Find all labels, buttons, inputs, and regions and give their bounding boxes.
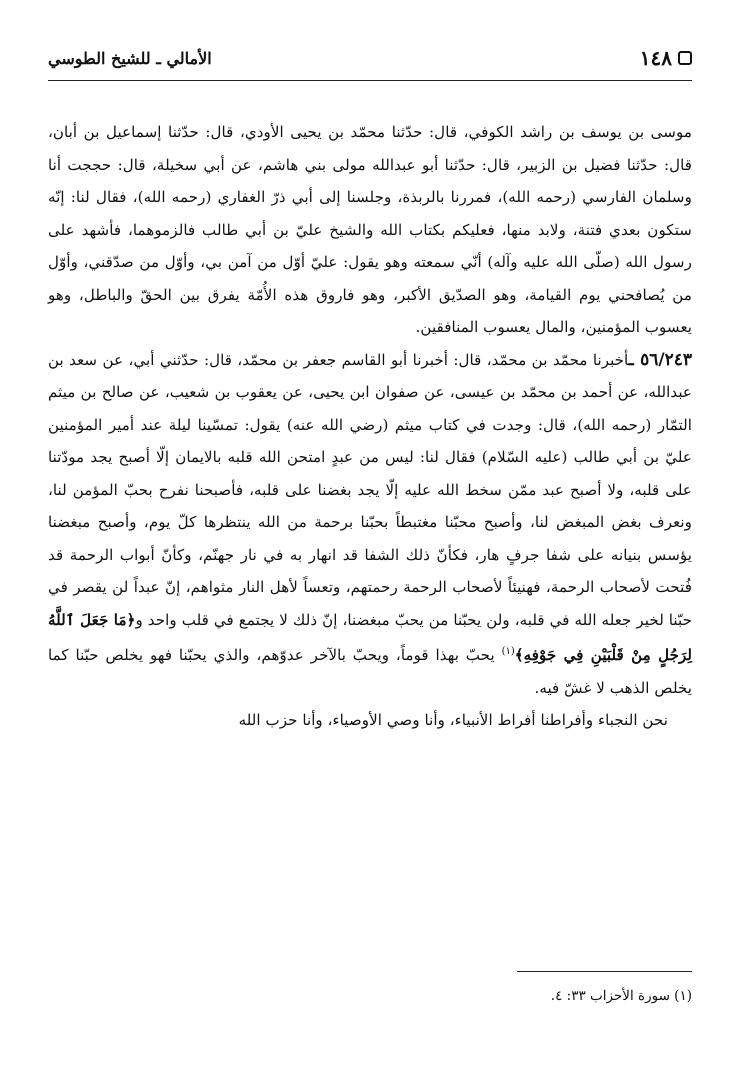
footnote-divider — [517, 971, 692, 972]
book-title: الأمالي ـ للشيخ الطوسي — [48, 48, 212, 68]
hadith-number: ٥٦/٢٤٣ ـ — [628, 349, 692, 370]
footnote: (١) سورة الأحزاب ٣٣: ٤. — [550, 988, 692, 1004]
paragraph-3: نحن النجباء وأفراطنا أفراط الأنبياء، وأنا وصي الأوصياء، وأنا حزب الله — [238, 711, 668, 730]
page-body — [48, 116, 692, 737]
page-number — [640, 46, 692, 70]
square-icon — [678, 51, 692, 65]
hadith-text-part2: يحبّ بهذا قوماً، ويحبّ بالآخر عدوّهم، والذي يحبّنا فهو يخلص حبّنا كما يخلص الذهب لا غشّ فيه. — [48, 646, 692, 697]
hadith-text-part1: أخبرنا محمّد بن محمّد، قال: أخبرنا أبو القاسم جعفر بن محمّد، قال: حدّثني أبي، عن سعد بن عبدالله، عن أحمد بن محمّد بن عيسى، عن صفوان ابن يحيى، عن يعقوب بن شعيب، عن صالح بن ميثم التمّار (رحمه الله)، قال: وجدت في كتاب ميثم (رضي الله عنه) يقول: تمسّينا ليلة عند أمير المؤمنين عليّ بن أبي طالب (عليه السّلام) فقال لنا: ليس من عبدٍ امتحن الله قلبه بالايمان إلّا أصبح يجد مودّتنا على قلبه، ولا أصبح عبد ممّن سخط الله عليه إلّا يجد بغضنا على قلبه، فأصبحنا نفرح بحبّ المؤمن لنا، ونعرف بغض المبغض لنا، وأصبح محبّنا مغتبطاً بحبّنا برحمة من الله ينتظرها كلّ يوم، وأصبح مبغضنا يؤسس بنيانه على شفا جرفٍ هار، فكأنّ ذلك الشفا قد انهار به في نار جهنّم، وكأنّ أبواب الرحمة قد فُتحت لأصحاب الرحمة، فهنيئاً لأصحاب الرحمة رحمتهم، وتعساً لأهل النار مثواهم، إنّ عبداً لن يقصر في حبّنا لخير جعله الله في قلبه، ولن يحبّنا من يحبّ مبغضنا، إنّ ذلك لا يجتمع في قلب واحد و — [48, 350, 692, 629]
hadith-paragraph — [48, 344, 692, 705]
footnote-reference[interactable]: (١) — [501, 646, 515, 657]
page-header — [48, 36, 692, 81]
page-number-text: ١٤٨ — [639, 46, 672, 70]
paragraph-1: موسى بن يوسف بن راشد الكوفي، قال: حدّثنا محمّد بن يحيى الأودي، قال: حدّثنا إسماعيل بن أبان، قال: حدّثنا فضيل بن الزبير، قال: حدّثنا أبو عبدالله مولى بني هاشم، عن أبي سخيلة، قال: حججت أنا وسلمان الفارسي (رحمه الله)، فمررنا بالربذة، وجلسنا إلى أبي ذرّ الغفاري (رحمه الله)، فقال لنا: إنّه ستكون بعدي فتنة، ولابد منها، فعليكم بكتاب الله والشيخ عليّ بن أبي طالب فالزموهما، فأشهد على رسول الله (صلّى الله عليه وآله) أنّي سمعته وهو يقول: عليّ أوّل من آمن بي، وأوّل من صدّقني، وأوّل من يُصافحني يوم القيامة، وهو الصدّيق الأكبر، وهو فاروق هذه الأُمّة يفرق بين الحقّ والباطل، وهو يعسوب المؤمنين، والمال يعسوب المنافقين. — [48, 123, 693, 336]
quran-verse: ﴿مَا جَعَلَ ٱللَّهُ لِرَجُلٍ مِنْ قَلْبَيْنِ فِي جَوْفِهِ﴾ — [48, 610, 692, 665]
